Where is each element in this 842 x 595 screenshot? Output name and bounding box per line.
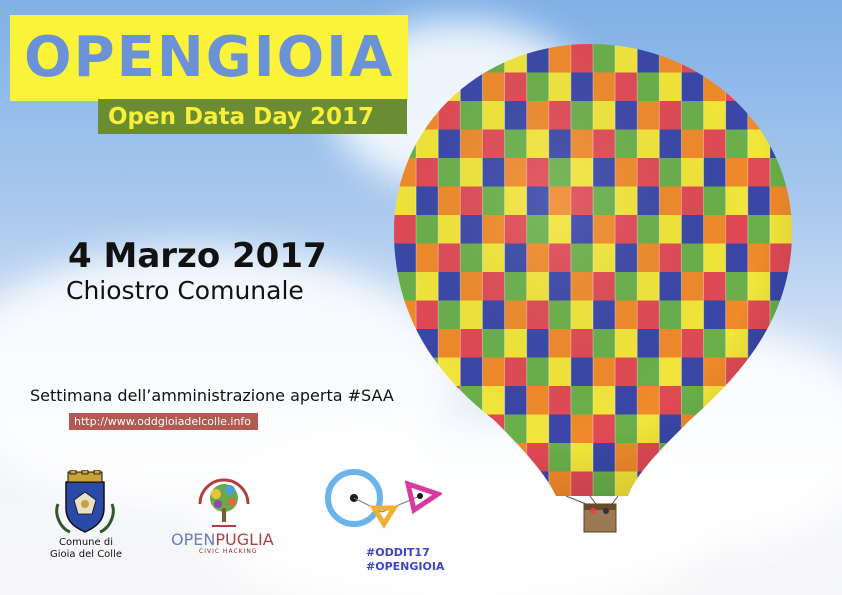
- balloon-panel: [726, 443, 749, 472]
- balloon-panel: [460, 415, 483, 444]
- comune-line-2: Gioia del Colle: [50, 549, 122, 560]
- openpuglia-tree-icon: [194, 474, 254, 530]
- coat-of-arms-icon: [52, 470, 118, 538]
- event-location: Chiostro Comunale: [66, 276, 304, 305]
- balloon-panel: [770, 101, 793, 130]
- balloon-panel: [704, 415, 727, 444]
- balloon-panel: [704, 472, 727, 501]
- openpuglia-wordmark: [171, 530, 274, 549]
- balloon-panel: [748, 386, 771, 415]
- poster-title: OPENGIOIA: [24, 25, 395, 90]
- balloon-panel: [394, 329, 417, 358]
- balloon-panel: [438, 415, 461, 444]
- week-text: Settimana dell’amministrazione aperta #SAA: [30, 386, 394, 405]
- balloon-panel: [482, 472, 505, 501]
- balloon-panel: [748, 443, 771, 472]
- balloon-panel: [770, 358, 793, 387]
- balloon-panel: [460, 443, 483, 472]
- balloon-panel: [416, 386, 439, 415]
- balloon-panel: [748, 73, 771, 102]
- comune-caption: [38, 537, 134, 561]
- balloon-panel: [438, 386, 461, 415]
- poster-subtitle: Open Data Day 2017: [108, 104, 375, 130]
- balloon-panel: [438, 44, 461, 73]
- balloon-panel: [681, 443, 704, 472]
- balloon-panel: [770, 415, 793, 444]
- event-url-link[interactable]: http://www.oddgioiadelcolle.info: [74, 415, 252, 428]
- balloon-panel: [416, 358, 439, 387]
- balloon-panel: [416, 415, 439, 444]
- balloon-panel: [460, 472, 483, 501]
- balloon-panel: [726, 44, 749, 73]
- hashtag-opengioia: #OPENGIOIA: [366, 560, 445, 573]
- balloon-panel: [770, 73, 793, 102]
- balloon-panel: [770, 44, 793, 73]
- balloon-panel: [770, 443, 793, 472]
- balloon-panel: [770, 386, 793, 415]
- balloon-panel: [748, 415, 771, 444]
- openpuglia-open: OPEN: [171, 530, 216, 549]
- balloon-panel: [505, 472, 528, 501]
- balloon-panel: [637, 472, 660, 501]
- event-date: 4 Marzo 2017: [68, 236, 327, 276]
- balloon-panel: [704, 44, 727, 73]
- hashtag-oddit17: #ODDIT17: [366, 546, 430, 559]
- balloon-panel: [770, 472, 793, 501]
- balloon-panel: [681, 472, 704, 501]
- openpuglia-tagline: CIVIC HACKING: [199, 548, 258, 555]
- balloon-panel: [748, 358, 771, 387]
- open-data-day-logo-icon: [322, 468, 442, 538]
- balloon-panel: [770, 329, 793, 358]
- balloon-panel: [416, 44, 439, 73]
- balloon-panel: [726, 415, 749, 444]
- balloon-panel: [394, 358, 417, 387]
- balloon-panel: [416, 73, 439, 102]
- balloon-panel: [394, 415, 417, 444]
- balloon-panel: [748, 44, 771, 73]
- balloon-panel: [748, 472, 771, 501]
- balloon-panel: [460, 44, 483, 73]
- balloon-panel: [704, 443, 727, 472]
- openpuglia-puglia: PUGLIA: [215, 530, 274, 549]
- balloon-panel: [659, 472, 682, 501]
- balloon-panel: [482, 443, 505, 472]
- balloon-ropes: [566, 496, 618, 504]
- comune-line-1: Comune di: [59, 537, 113, 548]
- balloon-panel: [726, 472, 749, 501]
- balloon-panel: [394, 386, 417, 415]
- balloon-panel: [726, 386, 749, 415]
